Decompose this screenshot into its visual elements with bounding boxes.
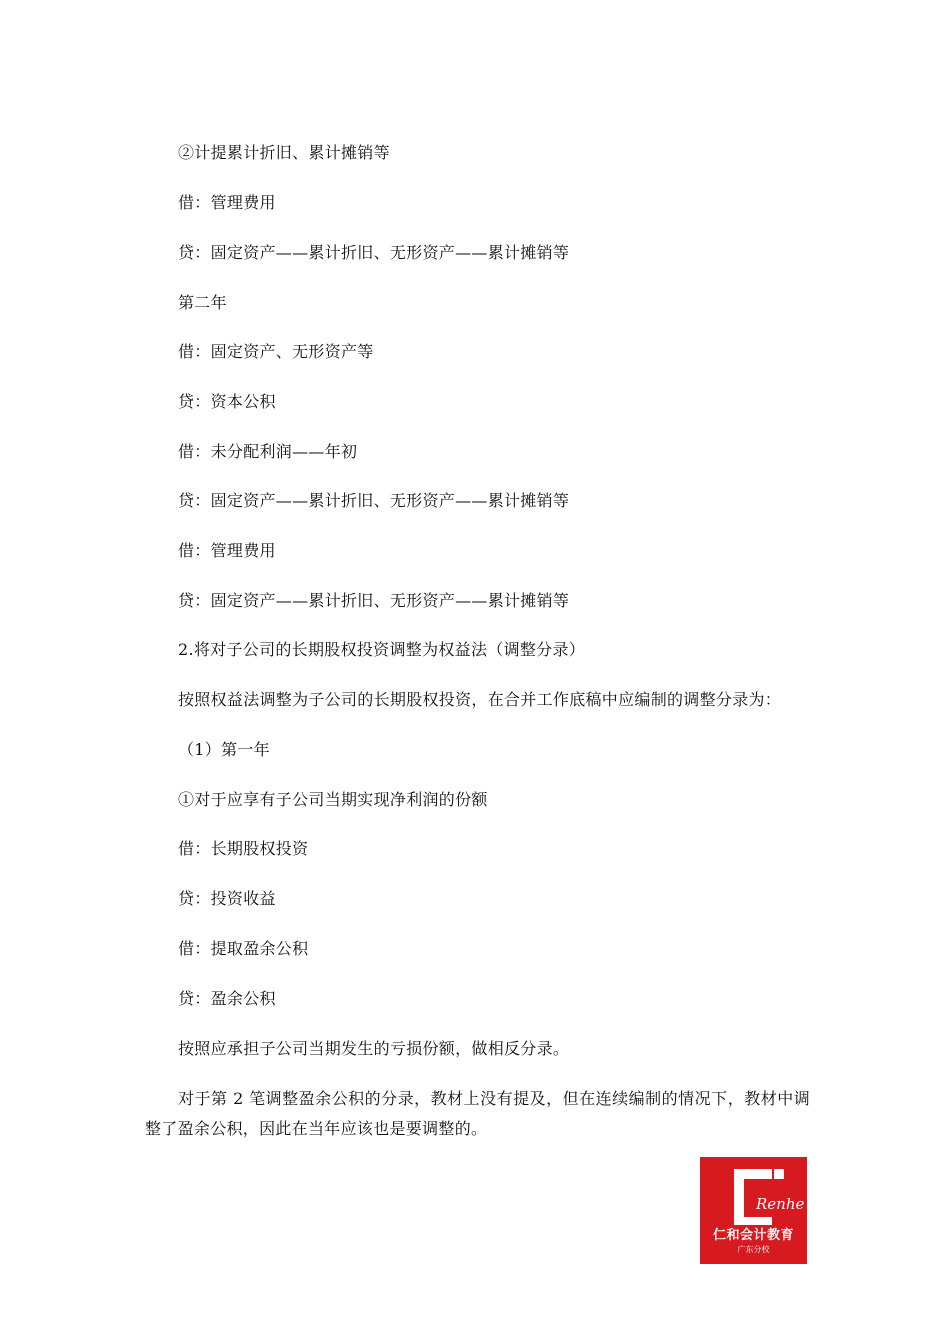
text-line: 贷：盈余公积 bbox=[178, 989, 276, 1008]
text-line: （1）第一年 bbox=[178, 740, 270, 759]
logo-subtitle: 广东分校 bbox=[737, 1245, 770, 1254]
note-paragraph: 对于第 2 笔调整盈余公积的分录，教材上没有提及，但在连续编制的情况下，教材中调整了盈余公积，因此在当年应该也是要调整的。 bbox=[145, 1089, 810, 1138]
text-line: 按照应承担子公司当期发生的亏损份额，做相反分录。 bbox=[178, 1039, 570, 1058]
renhe-logo bbox=[700, 1157, 807, 1264]
text-line: 借：未分配利润——年初 bbox=[178, 442, 358, 461]
text-line: 借：管理费用 bbox=[178, 193, 276, 212]
logo-title: 仁和会计教育 bbox=[712, 1228, 794, 1243]
text-line: 贷：固定资产——累计折旧、无形资产——累计摊销等 bbox=[178, 591, 570, 610]
text-line: 借：管理费用 bbox=[178, 541, 276, 560]
logo-script-text: Renhe bbox=[756, 1195, 805, 1213]
text-line: 借：提取盈余公积 bbox=[178, 939, 309, 958]
text-line: 第二年 bbox=[178, 293, 227, 312]
text-line: ①对于应享有子公司当期实现净利润的份额 bbox=[178, 790, 488, 809]
text-line: 2.将对子公司的长期股权投资调整为权益法（调整分录） bbox=[178, 640, 586, 659]
text-line: 贷：固定资产——累计折旧、无形资产——累计摊销等 bbox=[178, 491, 570, 510]
text-line: 借：固定资产、无形资产等 bbox=[178, 342, 374, 361]
text-line: 贷：固定资产——累计折旧、无形资产——累计摊销等 bbox=[178, 243, 570, 262]
text-line: 贷：资本公积 bbox=[178, 392, 276, 411]
text-line: ②计提累计折旧、累计摊销等 bbox=[178, 143, 390, 162]
text-line: 按照权益法调整为子公司的长期股权投资，在合并工作底稿中应编制的调整分录为： bbox=[178, 690, 782, 709]
text-line: 贷：投资收益 bbox=[178, 889, 276, 908]
text-line: 借：长期股权投资 bbox=[178, 839, 309, 858]
